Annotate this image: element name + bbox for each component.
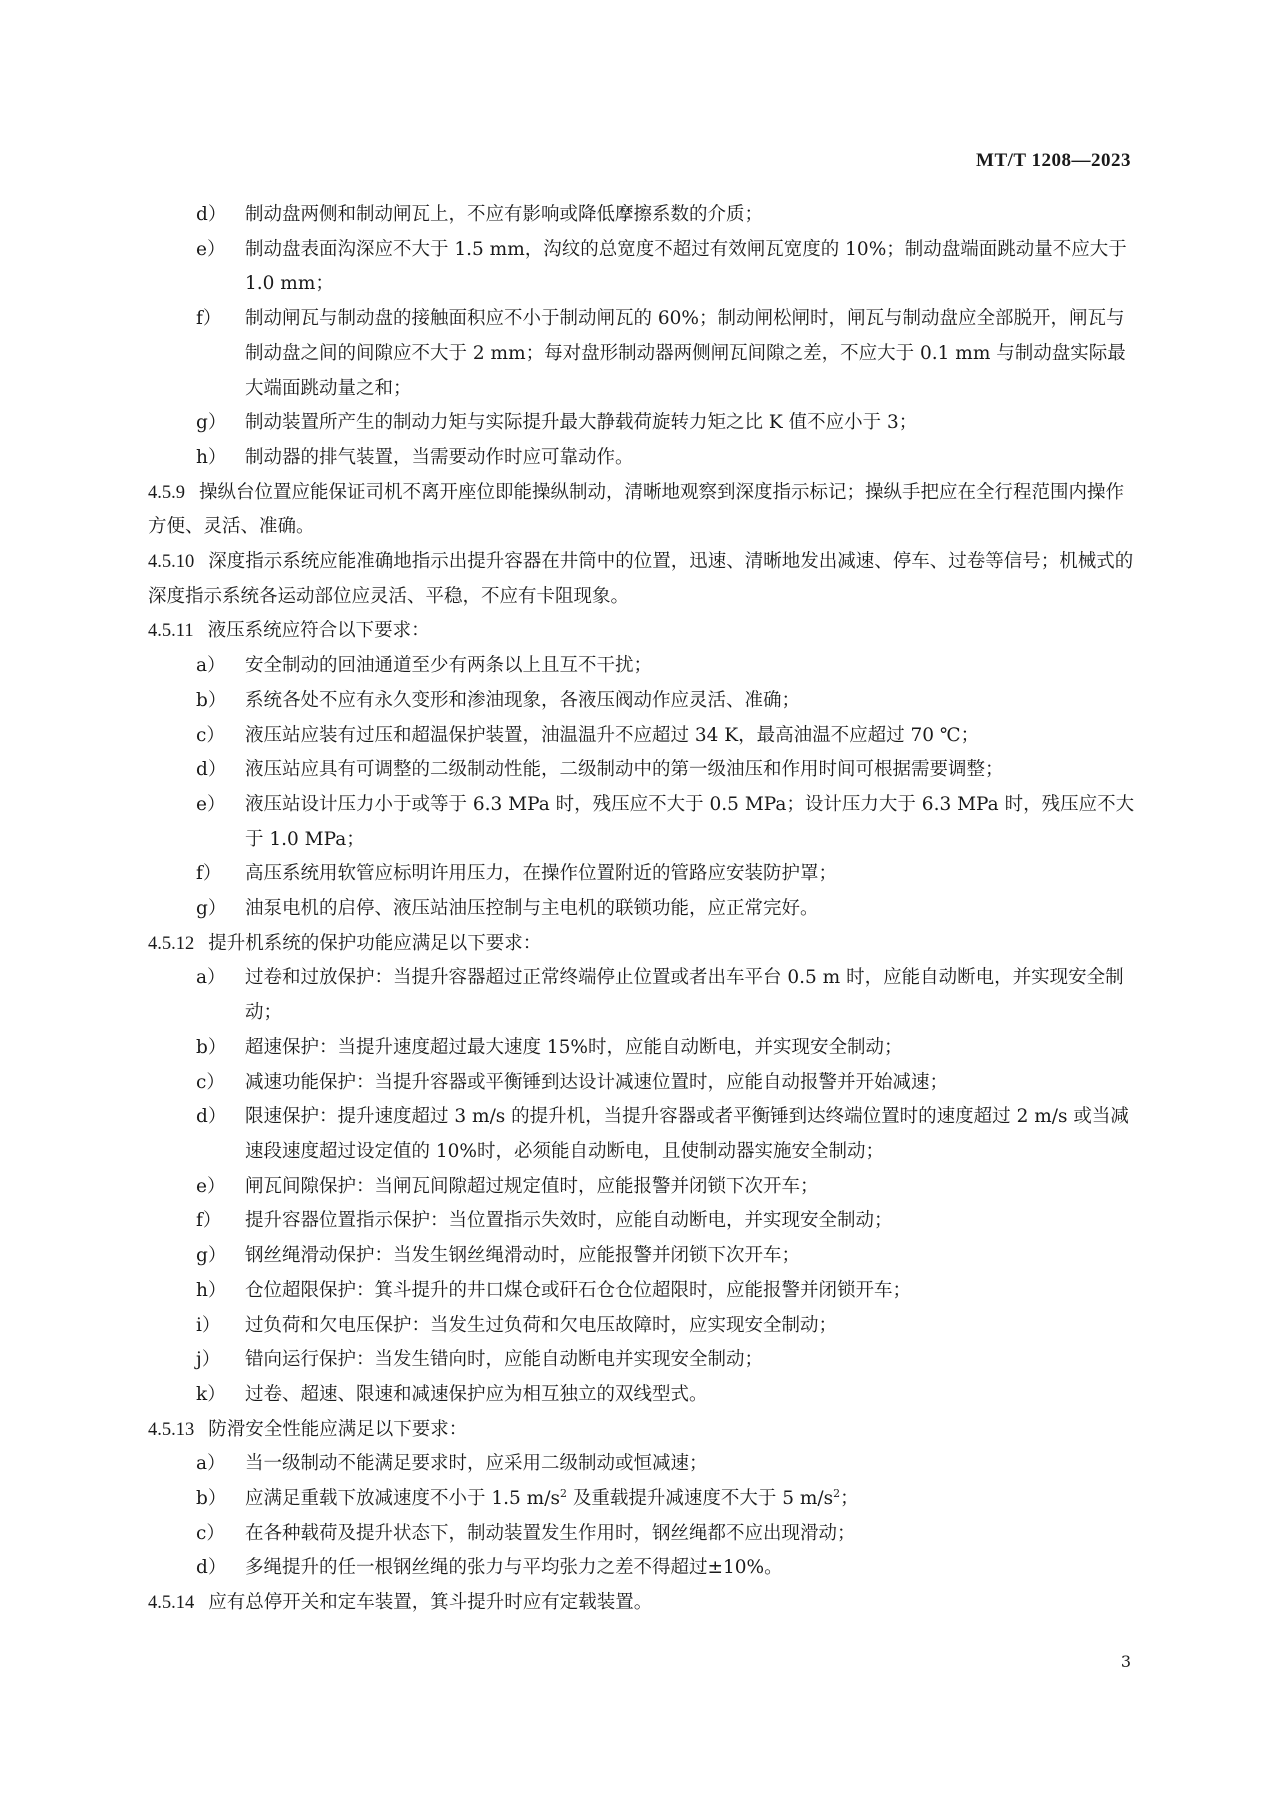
list-item: b） 系统各处不应有永久变形和渗油现象，各液压阀动作应灵活、准确； [196, 689, 801, 711]
clause-4-5-14: 4.5.14 应有总停开关和定车装置，箕斗提升时应有定载装置。 [148, 1592, 653, 1614]
list-item: h） 制动器的排气装置，当需要动作时应可靠动作。 [196, 446, 634, 468]
list-item: d） 液压站应具有可调整的二级制动性能，二级制动中的第一级油压和作用时间可根据需要调整； [196, 759, 1004, 781]
list-item: e） 制动盘表面沟深应不大于 1.5 mm，沟纹的总宽度不超过有效闸瓦宽度的 10%；制动盘端面跳动量不应大于 1.0 mm； [196, 238, 1127, 295]
list-item: i） 过负荷和欠电压保护：当发生过负荷和欠电压故障时，应实现安全制动； [196, 1314, 838, 1336]
list-item: e） 闸瓦间隙保护：当闸瓦间隙超过规定值时，应能报警并闭锁下次开车； [196, 1175, 819, 1197]
list-item: g） 制动装置所产生的制动力矩与实际提升最大静载荷旋转力矩之比 K 值不应小于 3； [196, 412, 918, 434]
list-item: g） 油泵电机的启停、液压站油压控制与主电机的联锁功能，应正常完好。 [196, 898, 819, 920]
list-item: j） 错向运行保护：当发生错向时，应能自动断电并实现安全制动； [196, 1349, 764, 1371]
list-item: f） 高压系统用软管应标明许用压力，在操作位置附近的管路应安装防护罩； [196, 863, 838, 885]
list-item: c） 在各种载荷及提升状态下，制动装置发生作用时，钢丝绳都不应出现滑动； [196, 1522, 856, 1544]
clause-4-5-12: 4.5.12 提升机系统的保护功能应满足以下要求： [148, 932, 542, 954]
list-item: f） 提升容器位置指示保护：当位置指示失效时，应能自动断电，并实现安全制动； [196, 1210, 893, 1232]
list-item: c） 减速功能保护：当提升容器或平衡锤到达设计减速位置时，应能自动报警并开始减速； [196, 1071, 949, 1093]
clause-4-5-11: 4.5.11 液压系统应符合以下要求： [148, 620, 430, 642]
list-item: f） 制动闸瓦与制动盘的接触面积应不小于制动闸瓦的 60%；制动闸松闸时，闸瓦与制动盘应全部脱开，闸瓦与制动盘之间的间隙应不大于 2 mm；每对盘形制动器两侧闸瓦间隙之差，不应大于 0.1 mm 与制动盘实际最大端面跳动量之和； [196, 308, 1126, 399]
list-item: k） 过卷、超速、限速和减速保护应为相互独立的双线型式。 [196, 1383, 708, 1405]
list-item: a） 安全制动的回油通道至少有两条以上且互不干扰； [196, 655, 653, 677]
clause-4-5-13: 4.5.13 防滑安全性能应满足以下要求： [148, 1418, 468, 1440]
list-item: b） 超速保护：当提升速度超过最大速度 15%时，应能自动断电，并实现安全制动； [196, 1036, 903, 1058]
list-item: d） 制动盘两侧和制动闸瓦上，不应有影响或降低摩擦系数的介质； [196, 204, 764, 225]
list-item: g） 钢丝绳滑动保护：当发生钢丝绳滑动时，应能报警并闭锁下次开车； [196, 1245, 801, 1267]
list-item: d） 多绳提升的任一根钢丝绳的张力与平均张力之差不得超过±10%。 [196, 1557, 783, 1579]
page-content [148, 198, 1138, 1621]
list-item: b） 应满足重载下放减速度不小于 1.5 $m/s^2$ 及重载提升减速度不大于 5 $m/s^2$； [196, 1486, 859, 1510]
page-number: 3 [1120, 1652, 1131, 1671]
list-item: h） 仓位超限保护：箕斗提升的井口煤仓或矸石仓仓位超限时，应能报警并闭锁开车； [196, 1279, 912, 1301]
list-item: a） 当一级制动不能满足要求时，应采用二级制动或恒减速； [196, 1453, 708, 1475]
document-id: MT/T 1208—2023 [976, 150, 1131, 171]
list-item: c） 液压站应装有过压和超温保护装置，油温温升不应超过 34 K，最高油温不应超过 70 ℃； [196, 724, 980, 746]
clause-4-5-9: 4.5.9 操纵台位置应能保证司机不离开座位即能操纵制动，清晰地观察到深度指示标记；操纵手把应在全行程范围内操作方便、灵活、准确。 [148, 481, 1125, 538]
list-item: e） 液压站设计压力小于或等于 6.3 MPa 时，残压应不大于 0.5 MPa；设计压力大于 6.3 MPa 时，残压应不大于 1.0 MPa； [196, 793, 1135, 850]
clause-4-5-10: 4.5.10 深度指示系统应能准确地指示出提升容器在井筒中的位置，迅速、清晰地发出减速、停车、过卷等信号；机械式的深度指示系统各运动部位应灵活、平稳，不应有卡阻现象。 [148, 551, 1134, 607]
list-item: a） 过卷和过放保护：当提升容器超过正常终端停止位置或者出车平台 0.5 m 时，应能自动断电，并实现安全制动； [196, 967, 1124, 1024]
list-item: d） 限速保护：提升速度超过 3 m/s 的提升机，当提升容器或者平衡锤到达终端位置时的速度超过 2 m/s 或当减速段速度超过设定值的 10%时，必须能自动断电，且使制动器实施安全制动； [196, 1106, 1129, 1162]
